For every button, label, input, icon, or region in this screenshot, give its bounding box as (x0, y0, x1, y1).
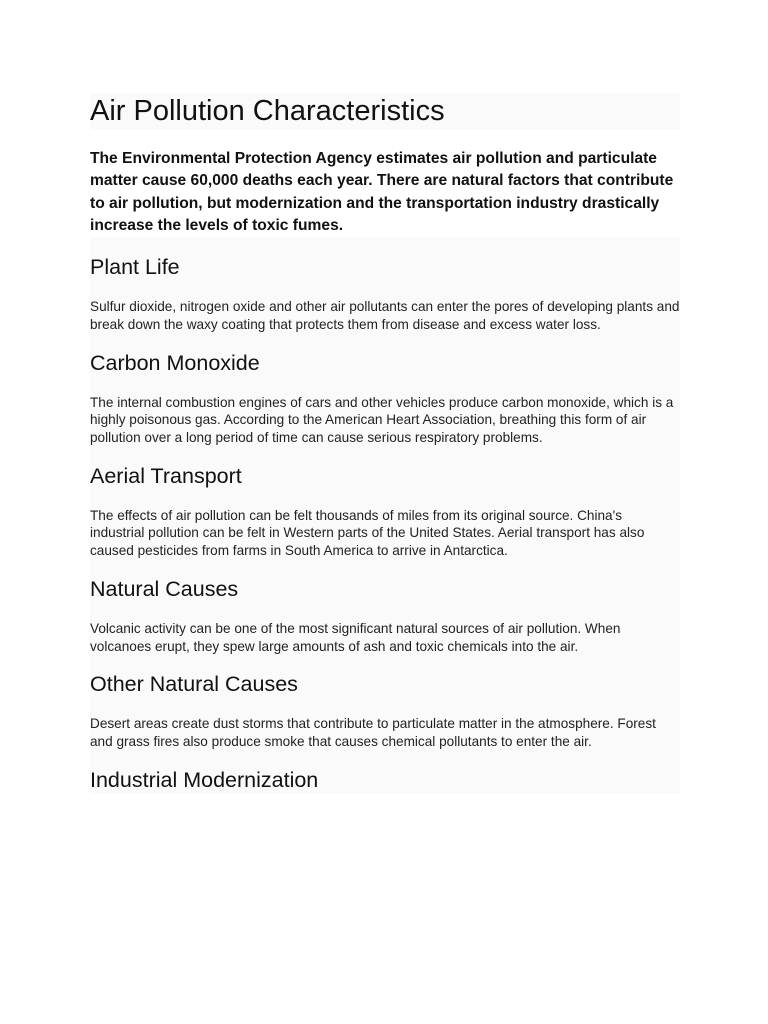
section-body: Sulfur dioxide, nitrogen oxide and other air pollutants can enter the pores of developing plants and break down the waxy coating that protects them from disease and excess water loss. (90, 299, 680, 332)
section-heading: Plant Life (90, 255, 180, 280)
section-heading: Aerial Transport (90, 463, 242, 488)
section-natural-causes (90, 560, 680, 655)
lead-paragraph: The Environmental Protection Agency estimates air pollution and particulate matter cause 60,000 deaths each year. There are natural factors that contribute to air pollution, but modernization and the transportation industry drastically increase the levels of toxic fumes. (90, 148, 680, 237)
section-body: Volcanic activity can be one of the most significant natural sources of air pollution. When volcanoes erupt, they spew large amounts of ash and toxic chemicals into the air. (90, 620, 621, 654)
section-body: The internal combustion engines of cars and other vehicles produce carbon monoxide, which is a highly poisonous gas. According to the American Heart Association, breathing this form of air pollution over a long period of time can cause serious respiratory problems. (90, 394, 674, 445)
sections-container (90, 237, 680, 793)
section-body: Desert areas create dust storms that contribute to particulate matter in the atmosphere. Forest and grass fires also produce smoke that causes chemical pollutants to enter the air. (90, 716, 656, 749)
section-heading: Carbon Monoxide (90, 350, 260, 375)
section-heading: Other Natural Causes (90, 672, 298, 697)
section-plant-life (90, 237, 680, 333)
page-title: Air Pollution Characteristics (90, 93, 680, 130)
section-carbon-monoxide (90, 334, 680, 447)
section-body: The effects of air pollution can be felt thousands of miles from its original source. China's industrial pollution can be felt in Western parts of the United States. Aerial transport has also caused pesticides from farms in South America to arrive in Antarctica. (90, 507, 645, 559)
section-heading: Industrial Modernization (90, 767, 319, 792)
section-heading: Natural Causes (90, 576, 239, 601)
section-other-natural-causes (90, 655, 680, 750)
section-industrial-modernization (90, 751, 680, 794)
section-aerial-transport (90, 447, 680, 560)
article (90, 93, 680, 794)
